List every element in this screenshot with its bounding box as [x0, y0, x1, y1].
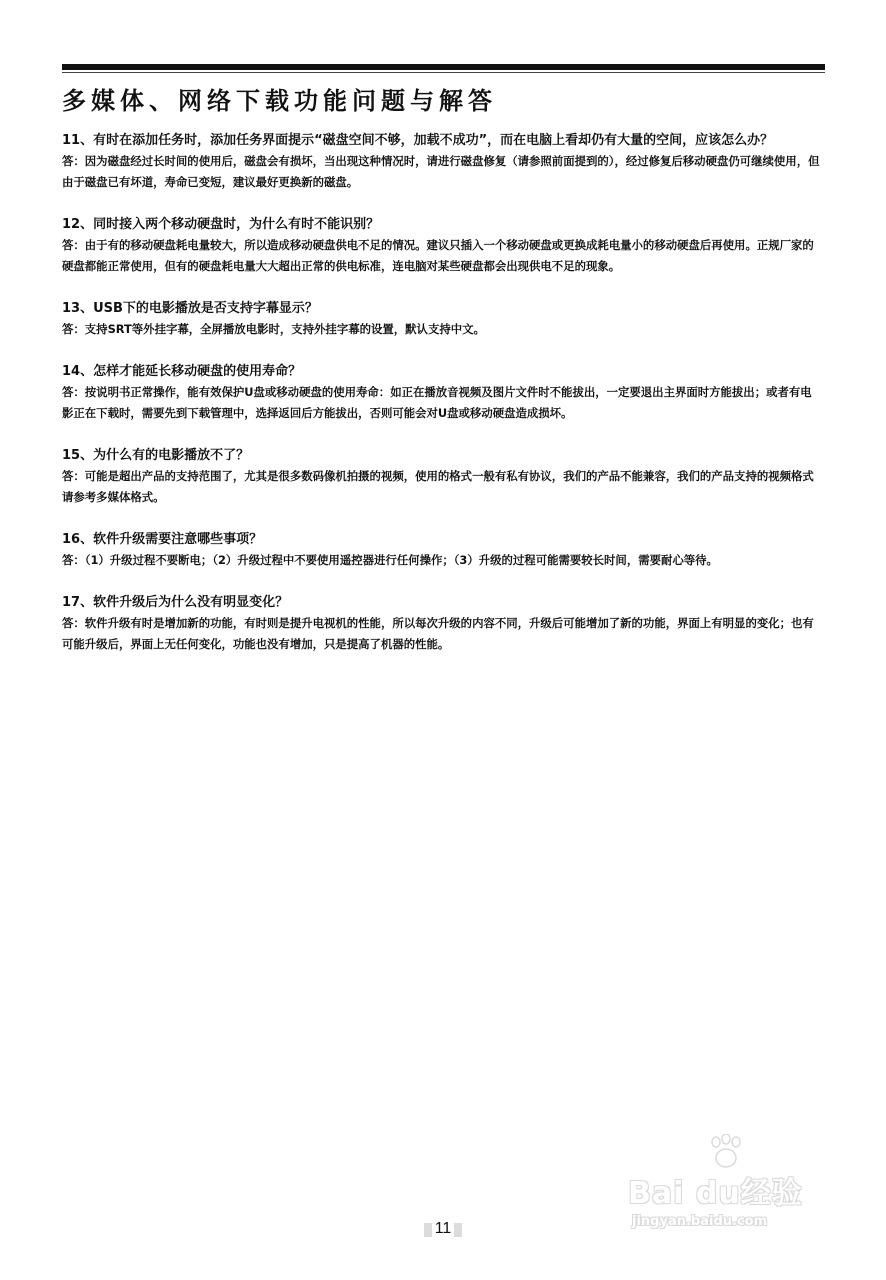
header-rule-thin: [62, 72, 825, 73]
faq-item-17: [62, 592, 820, 655]
baidu-jingyan-watermark: [628, 1134, 818, 1244]
faq-answer: 答：软件升级有时是增加新的功能，有时则是提升电视机的性能，所以每次升级的内容不同，升级后可能增加了新的功能，界面上有明显的变化；也有可能升级后，界面上无任何变化，功能也没有增加，只是提高了机器的性能。: [62, 616, 814, 651]
faq-answer: 答：支持SRT等外挂字幕，全屏播放电影时，支持外挂字幕的设置，默认支持中文。: [62, 322, 485, 336]
faq-question: 15、为什么有的电影播放不了？: [62, 448, 250, 463]
faq-item-13: [62, 298, 820, 340]
faq-question: 12、同时接入两个移动硬盘时，为什么有时不能识别？: [62, 217, 380, 232]
faq-answer: 答：因为磁盘经过长时间的使用后，磁盘会有损坏，当出现这种情况时，请进行磁盘修复（请参照前面提到的），经过修复后移动硬盘仍可继续使用，但由于磁盘已有坏道，寿命已变短，建议最好更换新的磁盘。: [62, 154, 820, 189]
faq-answer: 答：由于有的移动硬盘耗电量较大，所以造成移动硬盘供电不足的情况。建议只插入一个移动硬盘或更换成耗电量小的移动硬盘后再使用。正规厂家的硬盘都能正常使用，但有的硬盘耗电量大大超出正常的供电标准，连电脑对某些硬盘都会出现供电不足的现象。: [62, 238, 814, 273]
faq-item-11: [62, 130, 820, 193]
faq-item-12: [62, 214, 820, 277]
watermark-brand: Bai du经验: [628, 1176, 803, 1211]
faq-question: 14、怎样才能延长移动硬盘的使用寿命？: [62, 364, 302, 379]
faq-list: [62, 130, 820, 676]
faq-question: 17、软件升级后为什么没有明显变化？: [62, 595, 289, 610]
paw-icon: [706, 1134, 746, 1170]
faq-item-15: [62, 445, 820, 508]
faq-item-16: [62, 529, 820, 571]
faq-answer: 答：按说明书正常操作，能有效保护U盘或移动硬盘的使用寿命：如正在播放音视频及图片文件时不能拔出，一定要退出主界面时方能拔出；或者有电影正在下载时，需要先到下载管理中，选择返回后方能拔出，否则可能会对U盘或移动硬盘造成损坏。: [62, 385, 812, 420]
faq-item-14: [62, 361, 820, 424]
page-title: 多媒体、网络下载功能问题与解答: [62, 87, 497, 115]
faq-answer: 答：（1）升级过程不要断电；（2）升级过程中不要使用遥控器进行任何操作；（3）升级的过程可能需要较长时间，需要耐心等待。: [62, 553, 718, 567]
faq-question: 13、USB下的电影播放是否支持字幕显示？: [62, 301, 318, 316]
faq-question: 16、软件升级需要注意哪些事项？: [62, 532, 263, 547]
faq-answer: 答：可能是超出产品的支持范围了，尤其是很多数码像机拍摄的视频，使用的格式一般有私有协议，我们的产品不能兼容，我们的产品支持的视频格式请参考多媒体格式。: [62, 469, 814, 504]
watermark-url: jingyan.baidu.com: [632, 1214, 768, 1229]
header-rule-thick: [62, 64, 825, 70]
page-number: 11: [420, 1218, 466, 1240]
faq-question: 11、有时在添加任务时，添加任务界面提示“磁盘空间不够，加载不成功”，而在电脑上看却仍有大量的空间，应该怎么办？: [62, 133, 774, 148]
